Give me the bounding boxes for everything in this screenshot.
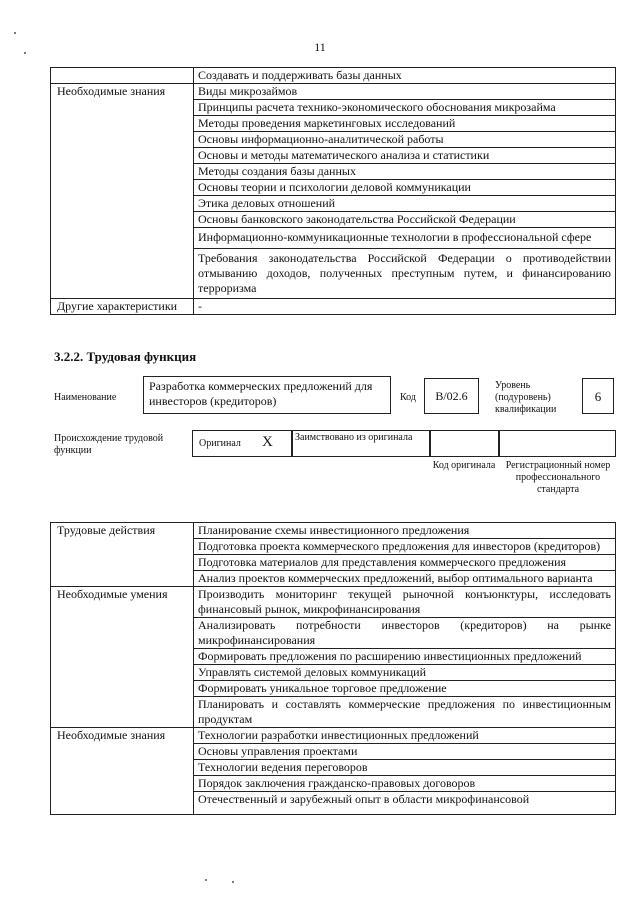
origin-divider <box>291 430 293 457</box>
table-row <box>51 299 616 315</box>
code-original-caption: Код оригинала <box>432 460 496 471</box>
origin-divider <box>498 430 500 457</box>
scan-dot <box>232 881 234 883</box>
item-cell: Планировать и составлять коммерческие предложения по инвестиционным продуктам <box>194 697 616 728</box>
origin-label: Происхождение трудовой функции <box>54 433 164 456</box>
item-cell: Информационно-коммуникационные технологии в профессиональной сфере <box>194 228 616 249</box>
item-cell: Основы и методы математического анализа и статистики <box>194 148 616 164</box>
other-label: Другие характеристики <box>51 299 194 315</box>
item-cell: Анализировать потребности инвесторов (кредиторов) на рынке микрофинансирования <box>194 618 616 649</box>
level-label: Уровень (подуровень) квалификации <box>495 380 557 415</box>
item-cell: Требования законодательства Российской Федерации о противодействии отмыванию доходов, полученных преступным путем, и финансированию терроризма <box>194 249 616 299</box>
original-mark: X <box>262 434 273 450</box>
item-cell: Методы проведения маркетинговых исследований <box>194 116 616 132</box>
name-label: Наименование <box>54 392 117 403</box>
item-cell: Анализ проектов коммерческих предложений, выбор оптимального варианта <box>194 571 616 587</box>
knowledge-label: Необходимые знания <box>51 84 194 299</box>
name-value: Разработка коммерческих предложений для инвесторов (кредиторов) <box>143 376 391 414</box>
item-cell: Создавать и поддерживать базы данных <box>194 68 616 84</box>
knowledge-label: Необходимые знания <box>51 728 194 815</box>
item-cell: Основы банковского законодательства Российской Федерации <box>194 212 616 228</box>
scan-dot <box>205 879 207 881</box>
other-value: - <box>194 299 616 315</box>
table-row <box>51 68 616 84</box>
actions-label: Трудовые действия <box>51 523 194 587</box>
function-table <box>50 522 616 815</box>
item-cell: Виды микрозаймов <box>194 84 616 100</box>
code-label: Код <box>400 392 416 403</box>
item-cell: Технологии ведения переговоров <box>194 760 616 776</box>
item-cell: Принципы расчета технико-экономического обоснования микрозайма <box>194 100 616 116</box>
item-cell: Порядок заключения гражданско-правовых договоров <box>194 776 616 792</box>
knowledge-table-top <box>50 67 616 315</box>
item-cell: Основы теории и психологии деловой коммуникации <box>194 180 616 196</box>
origin-divider <box>429 430 431 457</box>
skills-label: Необходимые умения <box>51 587 194 728</box>
borrowed-label: Заимствовано из оригинала <box>295 432 413 443</box>
table-row <box>51 523 616 539</box>
item-cell: Подготовка материалов для представления коммерческого предложения <box>194 555 616 571</box>
item-cell: Основы управления проектами <box>194 744 616 760</box>
item-cell: Формировать предложения по расширению инвестиционных предложений <box>194 649 616 665</box>
section-heading: 3.2.2. Трудовая функция <box>54 349 197 364</box>
registration-caption: Регистрационный номер профессионального стандарта <box>505 460 611 495</box>
scan-dot <box>14 32 16 34</box>
item-cell: Управлять системой деловых коммуникаций <box>194 665 616 681</box>
label-cell <box>51 68 194 84</box>
code-value: B/02.6 <box>424 378 479 414</box>
page-number: 11 <box>314 40 326 54</box>
item-cell: Основы информационно-аналитической работы <box>194 132 616 148</box>
table-row <box>51 84 616 100</box>
item-cell: Подготовка проекта коммерческого предложения для инвесторов (кредиторов) <box>194 539 616 555</box>
scan-dot <box>24 52 26 54</box>
item-cell: Технологии разработки инвестиционных предложений <box>194 728 616 744</box>
item-cell: Планирование схемы инвестиционного предложения <box>194 523 616 539</box>
item-cell: Этика деловых отношений <box>194 196 616 212</box>
item-cell: Отечественный и зарубежный опыт в области микрофинансовой <box>194 792 616 815</box>
item-cell: Производить мониторинг текущей рыночной конъюнктуры, исследовать финансовый рынок, микрофинансирования <box>194 587 616 618</box>
level-value: 6 <box>582 378 614 414</box>
item-cell: Формировать уникальное торговое предложение <box>194 681 616 697</box>
item-cell: Методы создания базы данных <box>194 164 616 180</box>
original-label: Оригинал <box>199 438 241 449</box>
table-row <box>51 587 616 618</box>
table-row <box>51 728 616 744</box>
